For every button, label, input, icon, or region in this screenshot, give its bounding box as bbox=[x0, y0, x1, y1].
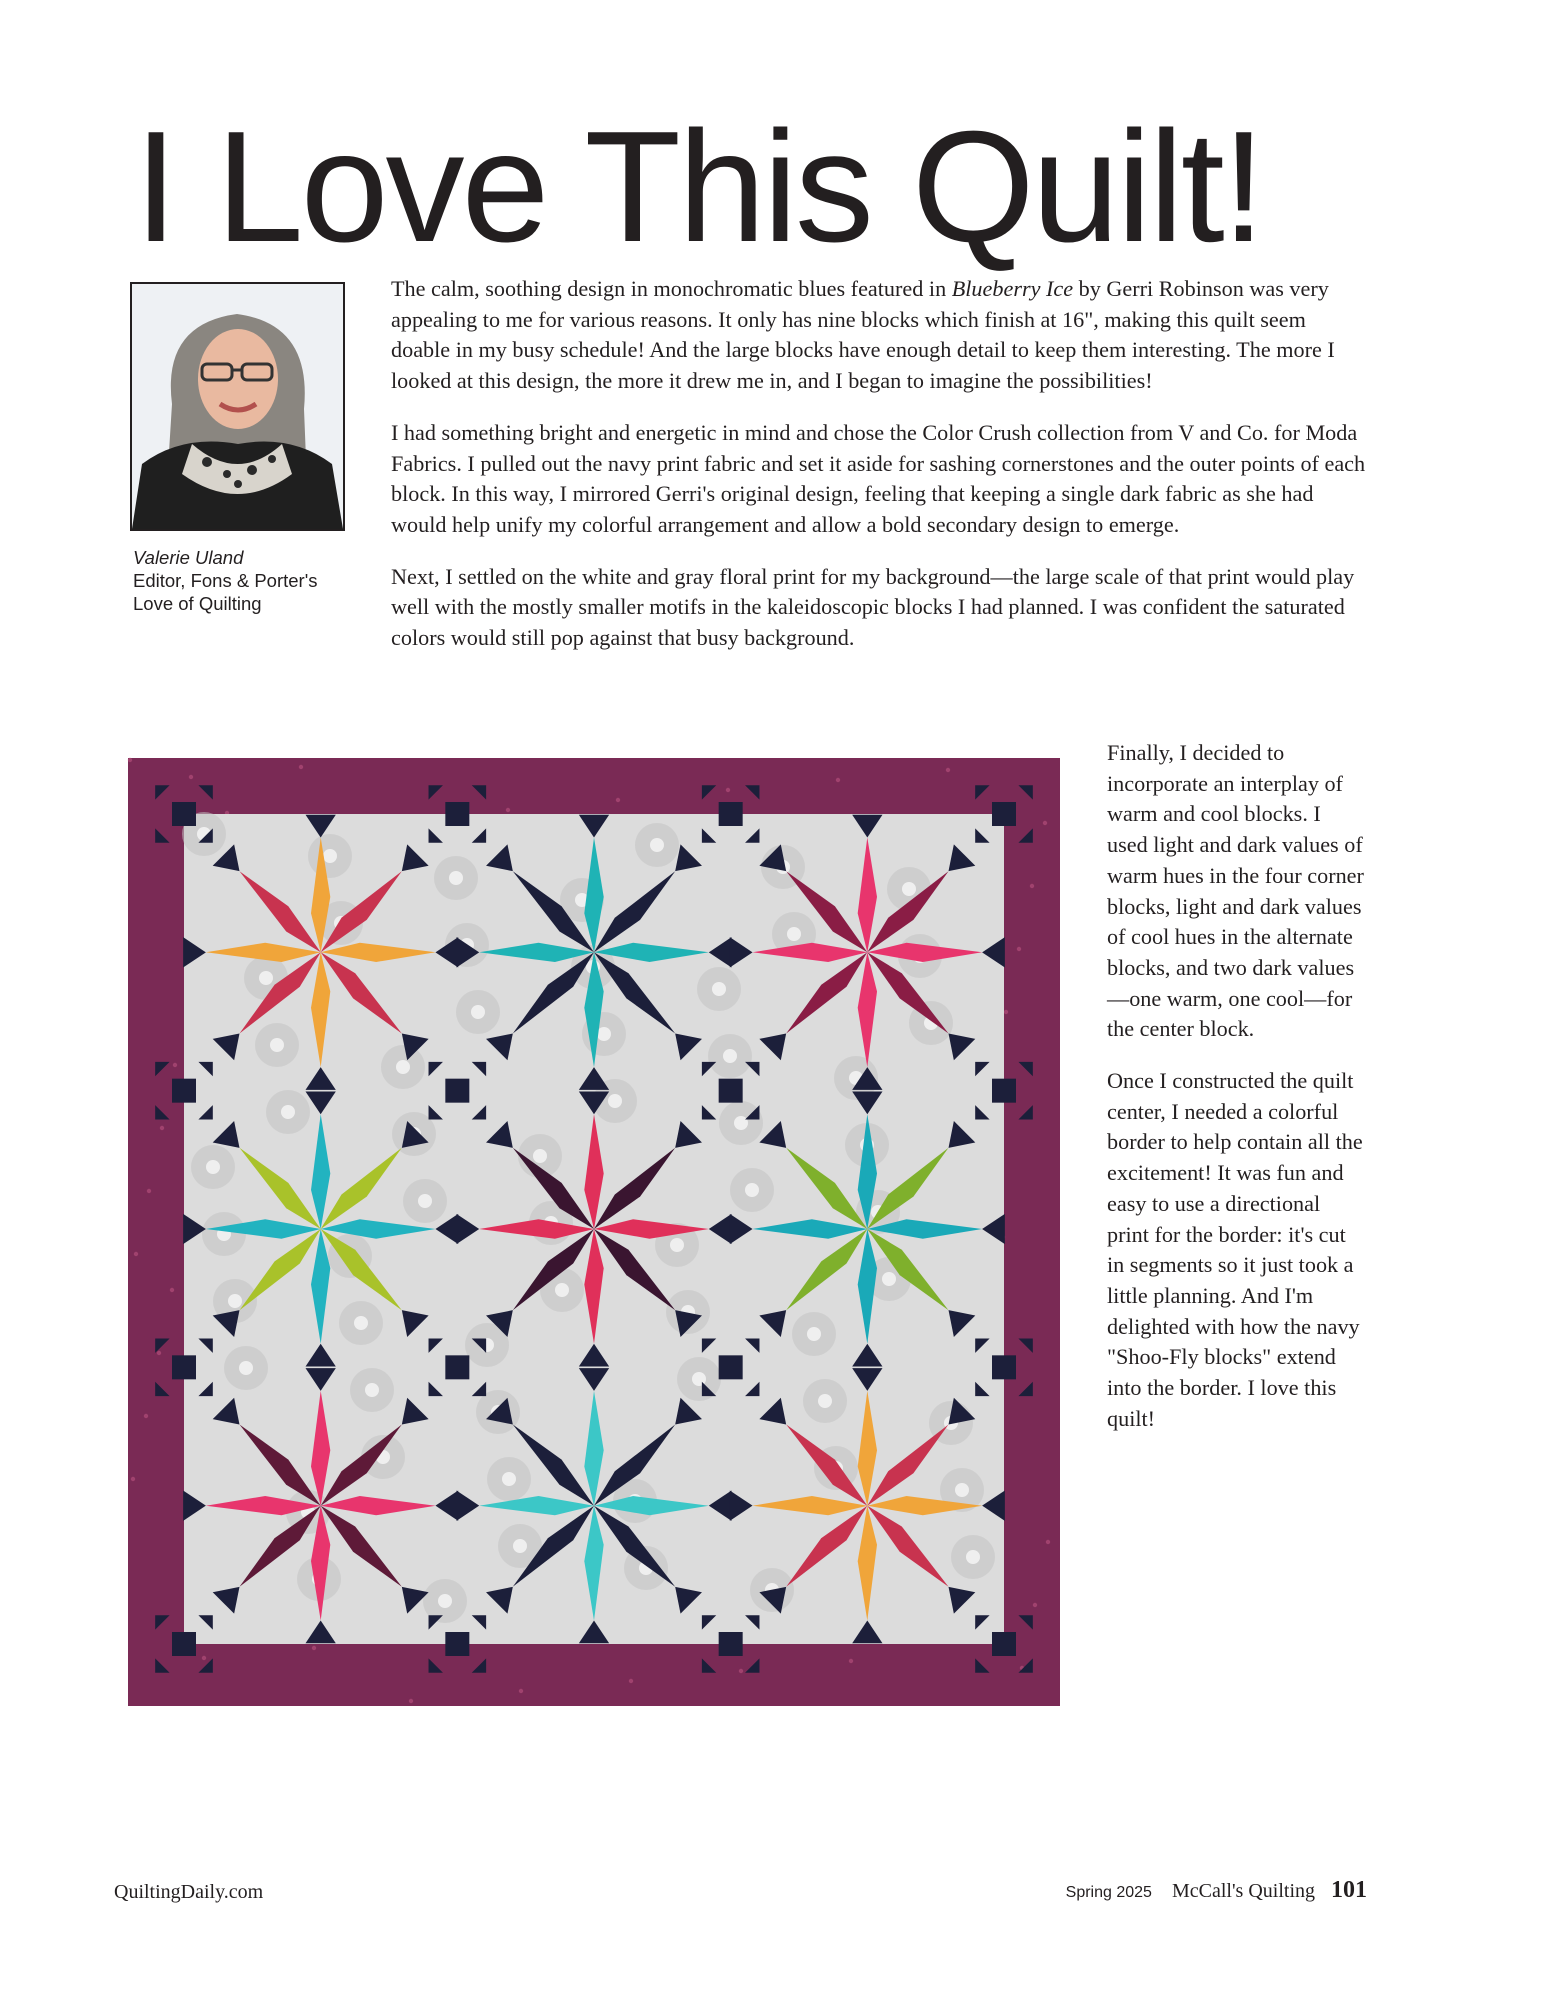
photo-caption bbox=[133, 546, 363, 615]
paragraph-1-start: The calm, soothing design in monochromatic blues featured in bbox=[391, 276, 952, 301]
page-number: 101 bbox=[1331, 1877, 1367, 1903]
background-flower-center bbox=[270, 1038, 284, 1052]
background-flower-center bbox=[608, 1094, 622, 1108]
background-flower-center bbox=[734, 1116, 748, 1130]
shoo-fly-center bbox=[719, 1355, 743, 1379]
paragraph-1 bbox=[391, 274, 1366, 397]
background-flower-center bbox=[555, 1283, 569, 1297]
border-print-dot bbox=[1030, 884, 1034, 888]
background-flower-center bbox=[955, 1483, 969, 1497]
shoo-fly-center bbox=[445, 1079, 469, 1103]
side-paragraph-2: Once I constructed the quilt center, I needed a colorful border to help contain all the excitement! It was fun and easy to use a directional print for the border: it's cut in segments so it just took a little planning. And I'm delighted with how the navy "Shoo-Fly blocks" extend into the border. I love this quilt! bbox=[1107, 1068, 1363, 1431]
background-flower-center bbox=[259, 971, 273, 985]
paragraph-2: I had something bright and energetic in mind and chose the Color Crush collection from V and Co. for Moda Fabrics. I pulled out the navy print fabric and set it aside for sashing cornerstones and the outer points of each block. In this way, I mirrored Gerri's original design, feeling that keeping a single dark fabric as she had would help unify my colorful arrangement and allow a bold secondary design to emerge. bbox=[391, 419, 1366, 537]
author-name: Valerie Uland bbox=[133, 547, 244, 568]
border-print-dot bbox=[160, 1126, 164, 1130]
background-flower-center bbox=[239, 1361, 253, 1375]
background-flower-center bbox=[513, 1539, 527, 1553]
footer-season: Spring 2025 bbox=[1065, 1884, 1152, 1901]
footer-magazine: McCall's Quilting bbox=[1171, 1880, 1315, 1902]
border-print-dot bbox=[189, 775, 193, 779]
border-print-dot bbox=[629, 1679, 633, 1683]
background-flower-center bbox=[502, 1472, 516, 1486]
background-flower-center bbox=[966, 1550, 980, 1564]
background-flower-center bbox=[712, 982, 726, 996]
border-print-dot bbox=[739, 1669, 743, 1673]
background-flower-center bbox=[471, 1005, 485, 1019]
border-print-dot bbox=[312, 1646, 316, 1650]
quilt-illustration bbox=[124, 754, 1064, 1714]
author-portrait-illustration bbox=[132, 284, 343, 529]
border-print-dot bbox=[170, 1288, 174, 1292]
shoo-fly-center bbox=[172, 1632, 196, 1656]
author-title-line1: Editor, Fons & Porter's bbox=[133, 570, 318, 591]
paragraph-3: Next, I settled on the white and gray floral print for my background—the large scale of that print would play well with the mostly smaller motifs in the kaleidoscopic blocks I had planned. I was confident the saturated colors would still pop against that busy background. bbox=[391, 563, 1355, 651]
background-flower-center bbox=[745, 1183, 759, 1197]
shoo-fly-center bbox=[445, 1355, 469, 1379]
side-paragraph-1: Finally, I decided to incorporate an interplay of warm and cool blocks. I used light and dark values of warm hues in the four corner blocks, light and dark values of cool hues in the alternate blocks, and two dark values—one warm, one cool—for the center block. bbox=[1107, 740, 1364, 1042]
border-print-dot bbox=[616, 798, 620, 802]
sidebar-column bbox=[1107, 738, 1367, 1455]
quilt-photo bbox=[124, 754, 1064, 1714]
border-print-dot bbox=[144, 1414, 148, 1418]
border-print-dot bbox=[836, 778, 840, 782]
footer-info bbox=[1066, 1877, 1367, 1904]
article-body bbox=[391, 274, 1366, 675]
background-flower-center bbox=[354, 1316, 368, 1330]
shoo-fly-center bbox=[172, 1079, 196, 1103]
background-flower-center bbox=[787, 927, 801, 941]
shoo-fly-center bbox=[719, 802, 743, 826]
border-print-dot bbox=[131, 1477, 135, 1481]
shoo-fly-center bbox=[445, 1632, 469, 1656]
page-title: I Love This Quilt! bbox=[134, 99, 1263, 275]
author-photo bbox=[130, 282, 345, 531]
border-print-dot bbox=[726, 788, 730, 792]
border-print-dot bbox=[1033, 1603, 1037, 1607]
shoo-fly-center bbox=[172, 1355, 196, 1379]
border-print-dot bbox=[128, 758, 132, 762]
background-flower-center bbox=[650, 838, 664, 852]
background-flower-center bbox=[438, 1594, 452, 1608]
background-flower-center bbox=[807, 1327, 821, 1341]
background-flower-center bbox=[533, 1149, 547, 1163]
border-print-dot bbox=[409, 1699, 413, 1703]
background-flower-center bbox=[449, 871, 463, 885]
border-print-dot bbox=[506, 808, 510, 812]
border-print-dot bbox=[147, 1189, 151, 1193]
border-print-dot bbox=[299, 765, 303, 769]
paragraph-1-end: by Gerri Robinson was very appealing to me for various reasons. It only has nine blocks which finish at 16", making this quilt seem doable in my busy schedule! And the large blocks have enough detail to keep them interesting. The more I looked at this design, the more it drew me in, and I began to imagine the possibilities! bbox=[391, 276, 1335, 394]
shoo-fly-center bbox=[445, 802, 469, 826]
shoo-fly-center bbox=[719, 1632, 743, 1656]
background-flower-center bbox=[323, 849, 337, 863]
border-print-dot bbox=[1046, 1540, 1050, 1544]
author-title-line2: Love of Quilting bbox=[133, 593, 262, 614]
border-print-dot bbox=[1043, 821, 1047, 825]
shoo-fly-center bbox=[172, 802, 196, 826]
shoo-fly-center bbox=[992, 802, 1016, 826]
shoo-fly-center bbox=[719, 1079, 743, 1103]
background-flower-center bbox=[281, 1105, 295, 1119]
border-print-dot bbox=[1017, 947, 1021, 951]
background-flower-center bbox=[902, 882, 916, 896]
shoo-fly-center bbox=[992, 1355, 1016, 1379]
background-flower-center bbox=[365, 1383, 379, 1397]
border-print-dot bbox=[202, 1656, 206, 1660]
shoo-fly-center bbox=[992, 1632, 1016, 1656]
border-print-dot bbox=[173, 1063, 177, 1067]
shoo-fly-center bbox=[992, 1079, 1016, 1103]
background-flower-center bbox=[723, 1049, 737, 1063]
background-flower-center bbox=[670, 1238, 684, 1252]
border-print-dot bbox=[946, 768, 950, 772]
quilt-name: Blueberry Ice bbox=[951, 276, 1074, 301]
background-flower-center bbox=[882, 1272, 896, 1286]
background-flower-center bbox=[396, 1060, 410, 1074]
border-print-dot bbox=[134, 1252, 138, 1256]
background-flower-center bbox=[818, 1394, 832, 1408]
footer-website: QuiltingDaily.com bbox=[114, 1881, 264, 1903]
border-print-dot bbox=[849, 1659, 853, 1663]
background-flower-center bbox=[228, 1294, 242, 1308]
border-print-dot bbox=[157, 1351, 161, 1355]
background-flower-center bbox=[206, 1160, 220, 1174]
background-flower-center bbox=[418, 1194, 432, 1208]
border-print-dot bbox=[519, 1689, 523, 1693]
border-print-dot bbox=[1004, 1010, 1008, 1014]
background-flower-center bbox=[597, 1027, 611, 1041]
